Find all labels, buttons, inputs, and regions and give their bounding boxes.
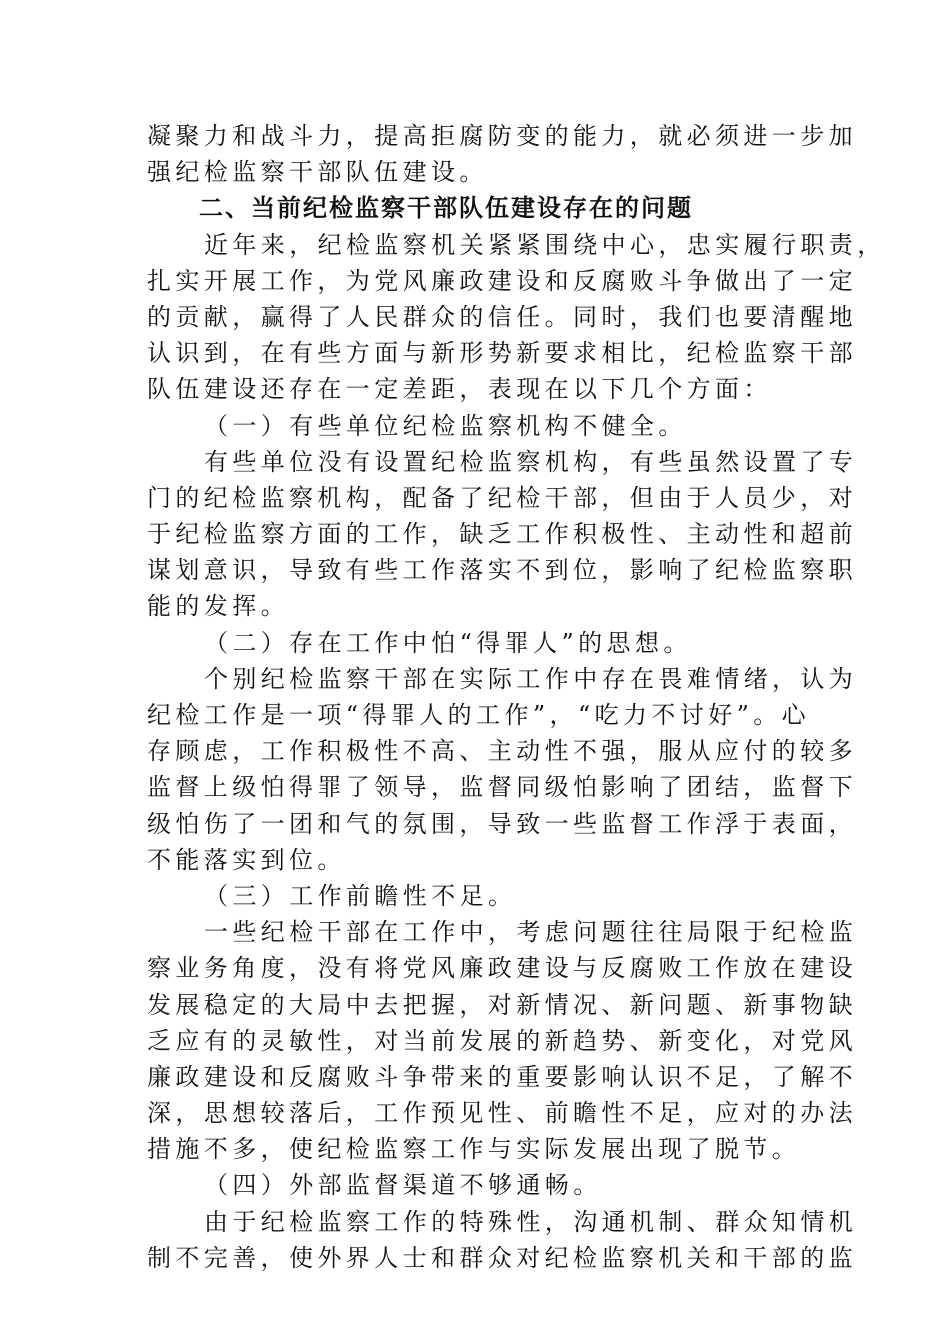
paragraph-line: 深，思想较落后，工作预见性、前瞻性不足，应对的办法 [147,1099,857,1128]
paragraph-line: 级怕伤了一团和气的氛围，导致一些监督工作浮于表面， [147,809,857,838]
paragraph-line: 监督上级怕得罪了领导，监督同级怕影响了团结，监督下 [147,773,857,802]
paragraph-first-line: 近年来，纪检监察机关紧紧围绕中心，忠实履行职责， [204,230,886,259]
paragraph-line: 发展稳定的大局中去把握，对新情况、新问题、新事物缺 [147,990,857,1019]
paragraph-line: 纪检工作是一项“得罪人的工作”，“吃力不讨好”。心 [147,701,811,729]
paragraph-line: 能的发挥。 [147,592,289,621]
paragraph-line: 门的纪检监察机构，配备了纪检干部，但由于人员少，对 [147,483,857,512]
subsection-heading: （三）工作前瞻性不足。 [204,881,517,910]
paragraph-line: 强纪检监察干部队伍建设。 [147,158,488,187]
subsection-heading: （一）有些单位纪检监察机构不健全。 [204,411,687,440]
subsection-heading: （四）外部监督渠道不够通畅。 [204,1171,602,1200]
paragraph-first-line: 个别纪检监察干部在实际工作中存在畏难情绪，认为 [204,664,858,693]
paragraph-line: 队伍建设还存在一定差距，表现在以下几个方面： [147,375,772,404]
document-body [147,118,886,1276]
paragraph-first-line: 由于纪检监察工作的特殊性，沟通机制、群众知情机 [204,1207,858,1236]
paragraph-line: 乏应有的灵敏性，对当前发展的新趋势、新变化，对党风 [147,1026,857,1055]
paragraph-line: 认识到，在有些方面与新形势新要求相比，纪检监察干部 [147,339,857,368]
paragraph-first-line: 一些纪检干部在工作中，考虑问题往往局限于纪检监 [204,918,858,947]
paragraph-line: 凝聚力和战斗力，提高拒腐防变的能力，就必须进一步加 [147,122,857,150]
paragraph-line: 于纪检监察方面的工作，缺乏工作积极性、主动性和超前 [147,520,857,549]
paragraph-line: 措施不多，使纪检监察工作与实际发展出现了脱节。 [147,1135,801,1164]
paragraph-first-line: 有些单位没有设置纪检监察机构，有些虽然设置了专 [204,447,858,476]
paragraph-line: 的贡献，赢得了人民群众的信任。同时，我们也要清醒地 [147,302,857,331]
subsection-heading: （二）存在工作中怕“得罪人”的思想。 [204,628,692,657]
paragraph-line: 扎实开展工作，为党风廉政建设和反腐败斗争做出了一定 [147,266,857,295]
paragraph-line: 谋划意识，导致有些工作落实不到位，影响了纪检监察职 [147,556,857,585]
paragraph-line: 制不完善，使外界人士和群众对纪检监察机关和干部的监 [147,1243,857,1272]
paragraph-line: 存顾虑，工作积极性不高、主动性不强，服从应付的较多 [147,737,857,766]
paragraph-line: 不能落实到位。 [147,845,346,874]
section-heading: 二、当前纪检监察干部队伍建设存在的问题 [199,194,693,223]
paragraph-line: 廉政建设和反腐败斗争带来的重要影响认识不足，了解不 [147,1062,857,1091]
paragraph-line: 察业务角度，没有将党风廉政建设与反腐败工作放在建设 [147,954,857,983]
